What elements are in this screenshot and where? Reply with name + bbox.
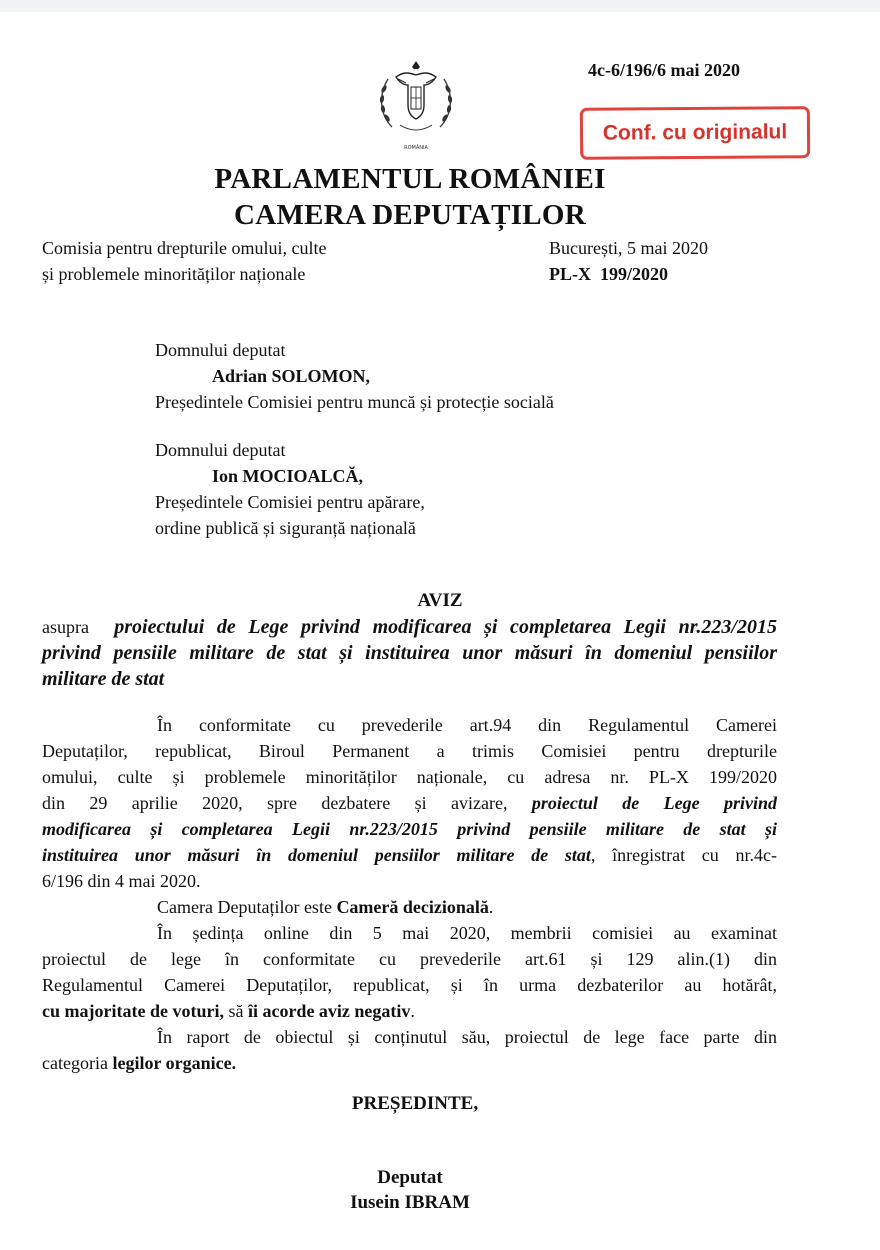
addressee-1 [155, 337, 554, 415]
subject-text-1: proiectului de Lege privind modificarea și completarea Legii nr.223/2015 [114, 616, 777, 638]
p4-text: categoria [42, 1053, 108, 1073]
p2-text: Camera Deputaților este [157, 897, 332, 917]
p3-line-4 [42, 998, 777, 1024]
subject-line-2: privind pensiile militare de stat și instituirea unor măsuri în domeniul pensiilor [42, 642, 777, 664]
p4-line-2 [42, 1050, 777, 1076]
subject-line-1 [42, 614, 777, 640]
p3-negative-opinion: îi acorde aviz negativ [247, 1001, 411, 1021]
opinion-subject [42, 614, 777, 692]
viewer-top-bar [0, 0, 880, 12]
chamber-seal-icon [374, 55, 458, 151]
p1-line-5: modificarea și completarea Legii nr.223/2015 privind pensiile militare de stat și [42, 819, 777, 839]
signatory-name: Iusein IBRAM [350, 1192, 470, 1213]
addressee-salutation: Domnului deputat [155, 440, 286, 460]
p1-line-4 [42, 790, 777, 816]
addressee-salutation: Domnului deputat [155, 340, 286, 360]
document-title-chamber: CAMERA DEPUTAȚILOR [233, 199, 587, 231]
p3-line-1: În ședința online din 5 mai 2020, membrii comisiei au examinat [157, 923, 777, 943]
signature-title: PREȘEDINTE, [351, 1093, 479, 1114]
p1-line-2: Deputaților, republicat, Biroul Permanent a trimis Comisiei pentru drepturile [42, 741, 777, 761]
p1-line-1: În conformitate cu prevederile art.94 din Regulamentul Camerei [157, 715, 777, 735]
p1-line-6-text: , înregistrat cu nr.4c- [590, 845, 778, 865]
p1-line-4-text: din 29 aprilie 2020, spre dezbatere și avizare, [42, 793, 508, 813]
p3-majority: cu majoritate de voturi, [42, 1001, 224, 1021]
svg-text:ROMÂNIA: ROMÂNIA [404, 145, 428, 151]
p1-line-3: omului, culte și problemele minorităților naționale, cu adresa nr. PL-X 199/2020 [42, 767, 777, 787]
document-title-parliament: PARLAMENTUL ROMÂNIEI [214, 163, 606, 195]
place-date: București, 5 mai 2020 [549, 238, 708, 258]
p1-line-6-bill: instituirea unor măsuri în domeniul pensiilor militare de stat [42, 845, 591, 865]
addressee-role: Președintele Comisiei pentru apărare, [155, 492, 425, 512]
p1-line-6 [42, 842, 777, 868]
committee-name-line2: și problemele minorităților naționale [42, 264, 306, 284]
p1-line-4-bill: proiectul de Lege privind [531, 793, 778, 813]
committee-name-line1: Comisia pentru drepturile omului, culte [42, 238, 327, 258]
addressee-role-continued: ordine publică și siguranță națională [155, 518, 416, 538]
registration-reference: 4c-6/196/6 mai 2020 [588, 60, 740, 80]
subject-prefix: asupra [42, 617, 89, 637]
p3-line-3: Regulamentul Camerei Deputaților, republicat, și în urma dezbaterilor au hotărât, [42, 975, 777, 995]
opinion-body [42, 712, 777, 1076]
p2-decisional: Cameră decizională [336, 897, 489, 917]
p4-line-1: În raport de obiectul și conținutul său, proiectul de lege face parte din [157, 1027, 777, 1047]
certified-copy-stamp: Conf. cu originalul [580, 106, 810, 160]
p3-period: . [410, 1001, 415, 1021]
p2-period: . [488, 897, 494, 917]
file-number: PL-X 199/2020 [549, 264, 668, 284]
p4-organic-laws: legilor organice. [112, 1053, 237, 1073]
addressee-name: Adrian SOLOMON, [212, 366, 371, 386]
signatory-rank: Deputat [377, 1167, 443, 1188]
p2-line [42, 894, 777, 920]
place-and-file [549, 235, 708, 287]
opinion-heading: AVIZ [417, 590, 463, 611]
addressee-name: Ion MOCIOALCĂ, [212, 466, 364, 486]
p3-line-2: proiectul de lege în conformitate cu prevederile art.61 și 129 alin.(1) din [42, 949, 777, 969]
p3-text: să [228, 1001, 244, 1021]
addressee-role: Președintele Comisiei pentru muncă și protecție socială [155, 392, 554, 412]
p1-line-7: 6/196 din 4 mai 2020. [42, 871, 201, 891]
subject-line-3: militare de stat [42, 668, 165, 690]
addressee-2 [155, 437, 425, 541]
committee-name [42, 235, 326, 287]
